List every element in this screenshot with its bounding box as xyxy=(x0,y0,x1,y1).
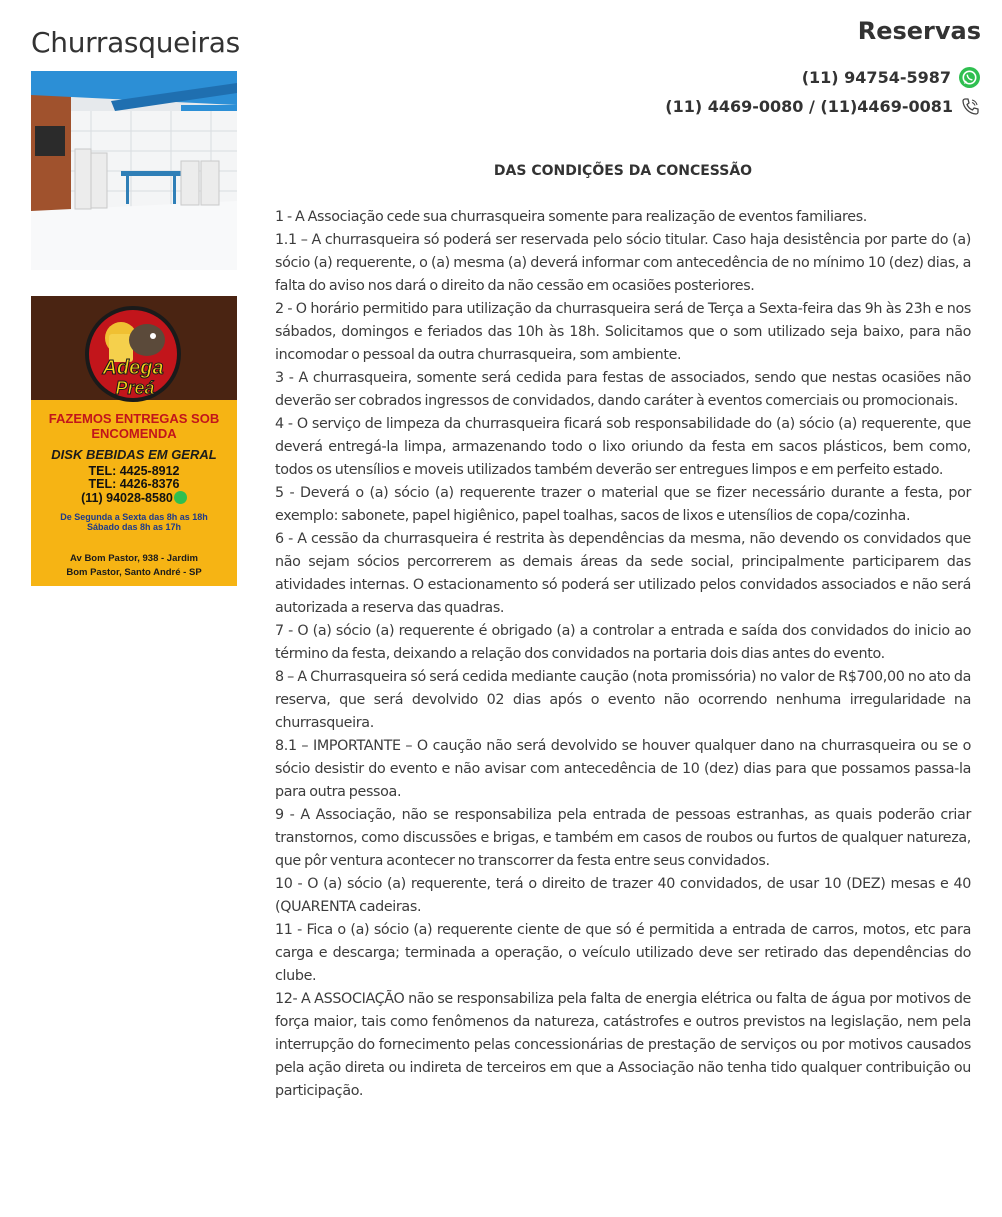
clause-8: 8 – A Churrasqueira só será cedida mediante caução (nota promissória) no valor de R$700,00 no ato da reserva, que será devolvido 02 dias após o evento não ocorrendo nenhuma irregularidade na churrasqueira. xyxy=(275,669,971,731)
clause-4: 4 - O serviço de limpeza da churrasqueira ficará sob responsabilidade do (a) sócio (a) requerente, que deverá entregá-la limpa, armazenando todo o lixo oriundo da festa em sacos plásticos, bem como, todos os utensílios e moveis utilizados também deverão ser entregues limpos e em perfeito estado. xyxy=(275,416,971,478)
churrasqueira-photo xyxy=(31,71,237,270)
clause-5: 5 - Deverá o (a) sócio (a) requerente trazer o material que se fizer necessário durante a festa, por exemplo: sabonete, papel higiênico, papel toalhas, sacos de lixos e utensílios de copa/cozinha. xyxy=(275,485,971,524)
adega-prea-ad[interactable] xyxy=(31,296,237,586)
ad-hours-saturday: Sábado das 8h as 17h xyxy=(86,522,182,532)
landline-contact[interactable] xyxy=(665,97,980,116)
ad-hours-weekday: De Segunda a Sexta das 8h as 18h xyxy=(60,512,208,522)
clause-3: 3 - A churrasqueira, somente será cedida para festas de associados, sendo que nestas ocasiões não deverão ser cobrados ingressos de convidados, dando caráter à eventos comerciais ou promocionais. xyxy=(275,370,971,409)
ad-disk-text: DISK BEBIDAS EM GERAL xyxy=(51,447,217,462)
reservas-title: Reservas xyxy=(857,17,981,45)
ad-tel-2: TEL: 4426-8376 xyxy=(88,477,180,491)
clause-6: 6 - A cessão da churrasqueira é restrita às dependências da mesma, não devendo os convidados que não sejam sócios percorrerem as demais áreas da sede social, principalmente participarem das atividades internas. O estacionamento só poderá ser utilizado pelos convidados associados e não será autorizada a reserva das quadras. xyxy=(275,531,971,616)
phone-icon xyxy=(961,97,980,116)
whatsapp-contact[interactable] xyxy=(802,67,980,88)
section-heading: DAS CONDIÇÕES DA CONCESSÃO xyxy=(493,163,753,179)
logo-line-prea: Preá xyxy=(115,378,155,398)
clause-1: 1 - A Associação cede sua churrasqueira somente para realização de eventos familiares. xyxy=(275,209,867,225)
whatsapp-number[interactable]: (11) 94754-5987 xyxy=(801,68,951,87)
clause-2: 2 - O horário permitido para utilização da churrasqueira será de Terça a Sexta-feira das 9h às 23h e nos sábados, domingos e feriados das 10h às 18h. Solicitamos que o som utilizado seja baixo, para não incomodar o pessoal da outra churrasqueira, som ambiente. xyxy=(275,301,971,363)
clause-11: 11 - Fica o (a) sócio (a) requerente ciente de que só é permitida a entrada de carros, motos, etc para carga e descarga; terminada a operação, o veículo utilizado deve ser retirado das dependências do clube. xyxy=(275,922,971,984)
ad-tel-3-row xyxy=(31,491,237,506)
clause-1-1: 1.1 – A churrasqueira só poderá ser reservada pelo sócio titular. Caso haja desistência por parte do (a) sócio (a) requerente, o (a) mesma (a) deverá informar com antecedência de no mínimo 10 (dez) dias, a falta do aviso nos dará o direito da não cessão em ocasiões posteriores. xyxy=(275,232,971,294)
clause-12: 12- A ASSOCIAÇÃO não se responsabiliza pela falta de energia elétrica ou falta de água por motivos de força maior, tais como fenômenos da natureza, catástrofes e outros previstos na legislação, nem pela interrupção do fornecimento pelas concessionárias de prestação de serviços ou por motivos causados pela ação direta ou indireta de terceiros em que a Associação não tenha tido qualquer contribuição ou participação. xyxy=(275,991,971,1099)
clause-7: 7 - O (a) sócio (a) requerente é obrigado (a) a controlar a entrada e saída dos convidados do inicio ao término da festa, deixando a relação dos convidados na portaria dois dias antes do evento. xyxy=(275,623,971,662)
clause-10: 10 - O (a) sócio (a) requerente, terá o direito de trazer 40 convidados, de usar 10 (DEZ) mesas e 40 (QUARENTA cadeiras. xyxy=(275,876,971,915)
ad-address-1: Av Bom Pastor, 938 - Jardim xyxy=(70,553,198,564)
whatsapp-icon xyxy=(959,67,980,88)
ad-delivery-text: FAZEMOS ENTREGAS SOB ENCOMENDA xyxy=(48,411,220,441)
clause-8-1: 8.1 – IMPORTANTE – O caução não será devolvido se houver qualquer dano na churrasqueira ou se o sócio desistir do evento e não avisar com antecedência de 10 (dez) dias para que possamos passa-la para outra pessoa. xyxy=(275,738,971,800)
ad-tel-1: TEL: 4425-8912 xyxy=(88,464,180,478)
clause-9: 9 - A Associação, não se responsabiliza pela entrada de pessoas estranhas, as quais poderão criar transtornos, como discussões e brigas, e também em casos de roubos ou furtos de qualquer natureza, que pôr ventura acontecer no transcorrer da festa entre seus convidados. xyxy=(275,807,971,869)
ad-tel-3: (11) 94028-8580 xyxy=(81,491,173,505)
landline-numbers[interactable]: (11) 4469-0080 / (11)4469-0081 xyxy=(665,97,953,116)
logo-line-adega: Adega xyxy=(102,357,164,379)
ad-address-2: Bom Pastor, Santo André - SP xyxy=(66,567,202,578)
page-title: Churrasqueiras xyxy=(31,26,240,59)
concession-conditions xyxy=(275,160,971,1103)
whatsapp-icon xyxy=(174,491,187,504)
adega-prea-logo xyxy=(81,304,185,408)
